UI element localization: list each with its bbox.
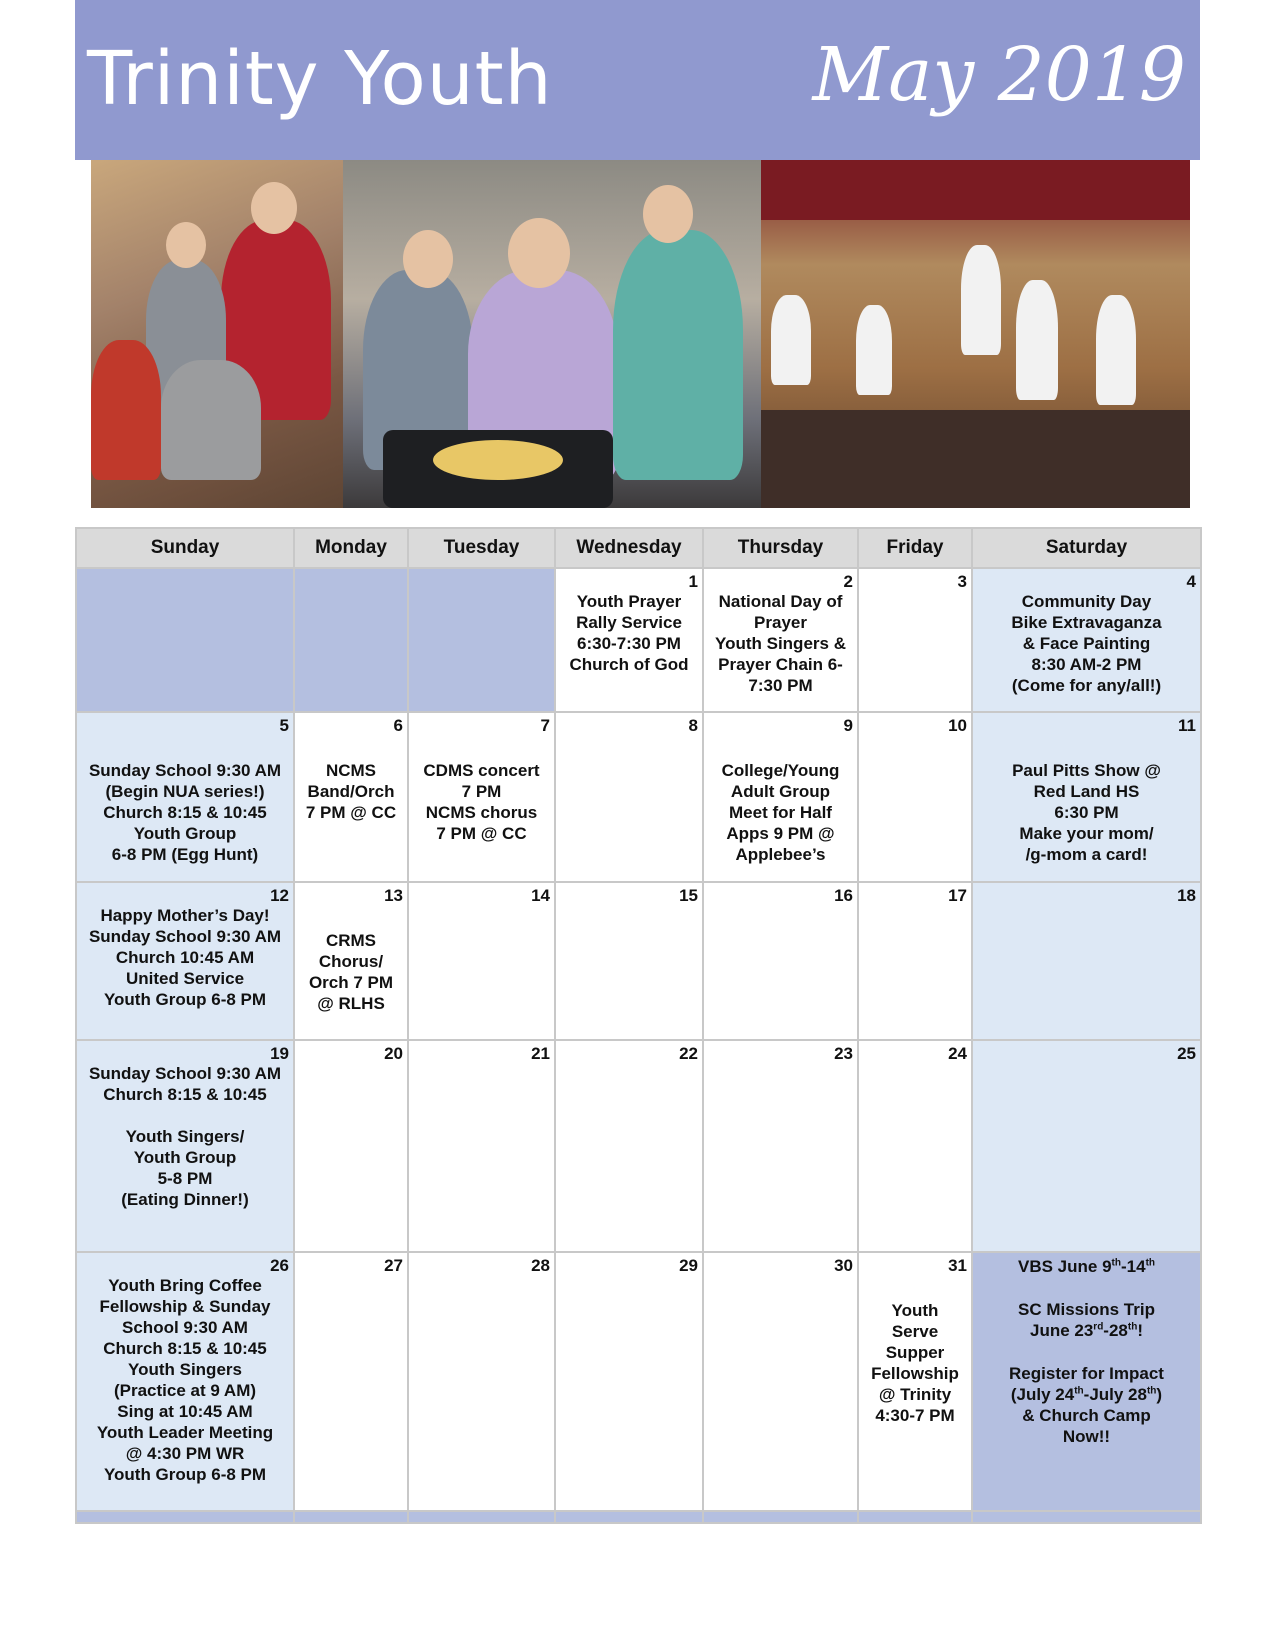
day-cell-4 xyxy=(972,568,1201,712)
day-cell-24 xyxy=(858,1040,972,1252)
note-text: & Church Camp xyxy=(1022,1406,1151,1425)
weekday-wednesday: Wednesday xyxy=(555,528,703,568)
figure xyxy=(1096,295,1136,405)
day-cell-10 xyxy=(858,712,972,882)
day-number: 8 xyxy=(688,716,698,735)
week-row-3 xyxy=(76,882,1201,1040)
day-cell-14 xyxy=(408,882,555,1040)
day-cell-23 xyxy=(703,1040,858,1252)
note-sup: th xyxy=(1111,1257,1121,1269)
note-sup: th xyxy=(1074,1385,1084,1397)
day-number: 24 xyxy=(948,1044,967,1063)
day-number: 29 xyxy=(679,1256,698,1275)
photo-liturgical-dance xyxy=(761,160,1190,508)
day-cell-9 xyxy=(703,712,858,882)
note-sup: th xyxy=(1145,1257,1156,1269)
weekday-thursday: Thursday xyxy=(703,528,858,568)
figure xyxy=(1016,280,1058,400)
day-number: 11 xyxy=(1178,716,1196,735)
day-cell-27 xyxy=(294,1252,408,1511)
note-text: ) xyxy=(1156,1385,1163,1404)
sc-missions-note xyxy=(977,1299,1196,1341)
day-number: 3 xyxy=(957,572,967,591)
day-events: Youth Prayer Rally Service 6:30-7:30 PM Church of God xyxy=(569,592,689,674)
note-text: Now!! xyxy=(1062,1427,1111,1446)
note-text: -28 xyxy=(1103,1321,1128,1340)
weekday-friday: Friday xyxy=(858,528,972,568)
day-number: 16 xyxy=(834,886,853,905)
day-events: Happy Mother’s Day! Sunday School 9:30 AM Church 10:45 AM United Service Youth Group 6-8 PM xyxy=(88,906,282,1009)
empty-day-cell xyxy=(408,568,555,712)
empty-day-cell xyxy=(858,1511,972,1523)
weekday-saturday: Saturday xyxy=(972,528,1201,568)
day-events: CRMS Chorus/ Orch 7 PM @ RLHS xyxy=(308,931,394,1013)
figure xyxy=(613,230,743,480)
figure xyxy=(961,245,1001,355)
day-cell-22 xyxy=(555,1040,703,1252)
day-cell-26 xyxy=(76,1252,294,1511)
day-cell-12 xyxy=(76,882,294,1040)
page-title: Trinity Youth xyxy=(87,36,553,122)
day-cell-21 xyxy=(408,1040,555,1252)
day-cell-19 xyxy=(76,1040,294,1252)
day-events: CDMS concert 7 PM NCMS chorus 7 PM @ CC xyxy=(423,761,540,843)
month-title: May 2019 xyxy=(812,32,1186,118)
day-cell-30 xyxy=(703,1252,858,1511)
figure xyxy=(91,340,161,480)
day-number: 17 xyxy=(948,886,967,905)
note-text: June 23 xyxy=(1029,1321,1094,1340)
audience xyxy=(761,410,1190,508)
day-number: 2 xyxy=(843,572,853,591)
day-cell-8 xyxy=(555,712,703,882)
note-text: -14 xyxy=(1120,1257,1146,1276)
empty-day-cell xyxy=(555,1511,703,1523)
note-sup: th xyxy=(1146,1385,1157,1397)
day-events: National Day of Prayer Youth Singers & Prayer Chain 6- 7:30 PM xyxy=(715,592,846,695)
weekday-tuesday: Tuesday xyxy=(408,528,555,568)
spaghetti xyxy=(433,440,563,480)
day-number: 9 xyxy=(843,716,853,735)
notes-cell xyxy=(972,1252,1201,1511)
week-row-1 xyxy=(76,568,1201,712)
week-row-5 xyxy=(76,1252,1201,1511)
day-number: 28 xyxy=(531,1256,550,1275)
day-cell-3 xyxy=(858,568,972,712)
week-row-2 xyxy=(76,712,1201,882)
figure-head xyxy=(403,230,453,288)
day-number: 27 xyxy=(384,1256,403,1275)
note-text: (July 24 xyxy=(1010,1385,1075,1404)
day-number: 20 xyxy=(384,1044,403,1063)
day-number: 6 xyxy=(393,716,403,735)
day-number: 30 xyxy=(834,1256,853,1275)
empty-day-cell xyxy=(294,568,408,712)
day-number: 4 xyxy=(1186,572,1196,591)
figure-head xyxy=(643,185,693,243)
day-number: 15 xyxy=(679,886,698,905)
day-cell-16 xyxy=(703,882,858,1040)
figure xyxy=(161,360,261,480)
day-events: Youth Bring Coffee Fellowship & Sunday School 9:30 AM Church 8:15 & 10:45 Youth Singers (Practice at 9 AM) Sing at 10:45 AM Youth Leader Meeting @ 4:30 PM WR Youth Group 6-8 PM xyxy=(96,1276,274,1484)
photo-spaghetti-cooking xyxy=(343,160,761,508)
weekday-monday: Monday xyxy=(294,528,408,568)
impact-note xyxy=(977,1363,1196,1447)
day-number: 10 xyxy=(948,716,967,735)
day-number: 19 xyxy=(270,1044,289,1063)
empty-day-cell xyxy=(408,1511,555,1523)
day-number: 21 xyxy=(531,1044,550,1063)
day-cell-20 xyxy=(294,1040,408,1252)
day-cell-11 xyxy=(972,712,1201,882)
day-events: Youth Serve Supper Fellowship @ Trinity 4:30-7 PM xyxy=(871,1301,959,1425)
figure xyxy=(771,295,811,385)
day-events: Paul Pitts Show @ Red Land HS 6:30 PM Make your mom/ /g-mom a card! xyxy=(1012,761,1161,864)
empty-day-cell xyxy=(703,1511,858,1523)
day-events: Sunday School 9:30 AM Church 8:15 & 10:45 Youth Singers/ Youth Group 5-8 PM (Eating Dinner!) xyxy=(88,1064,282,1209)
empty-day-cell xyxy=(294,1511,408,1523)
day-cell-31 xyxy=(858,1252,972,1511)
day-cell-6 xyxy=(294,712,408,882)
figure xyxy=(856,305,892,395)
empty-day-cell xyxy=(972,1511,1201,1523)
day-number: 18 xyxy=(1177,886,1196,905)
photo-youth-reading xyxy=(91,160,343,508)
day-number: 5 xyxy=(279,716,289,735)
header-banner xyxy=(75,0,1200,160)
note-text: ! xyxy=(1137,1321,1143,1340)
figure-head xyxy=(508,218,570,288)
day-cell-13 xyxy=(294,882,408,1040)
photo-strip xyxy=(91,160,1190,508)
week-row-6 xyxy=(76,1511,1201,1523)
calendar-grid xyxy=(75,527,1202,1524)
note-text: VBS June 9 xyxy=(1017,1257,1112,1276)
day-number: 14 xyxy=(531,886,550,905)
day-number: 13 xyxy=(384,886,403,905)
day-cell-28 xyxy=(408,1252,555,1511)
figure-head xyxy=(166,222,206,268)
day-cell-2 xyxy=(703,568,858,712)
note-text: -July 28 xyxy=(1083,1385,1147,1404)
day-cell-1 xyxy=(555,568,703,712)
day-events: NCMS Band/Orch 7 PM @ CC xyxy=(305,761,397,822)
day-number: 12 xyxy=(270,886,289,905)
day-number: 1 xyxy=(688,572,698,591)
empty-day-cell xyxy=(76,568,294,712)
day-events: Community Day Bike Extravaganza & Face Painting 8:30 AM-2 PM (Come for any/all!) xyxy=(1011,592,1162,695)
day-number: 23 xyxy=(834,1044,853,1063)
vbs-note xyxy=(977,1256,1196,1277)
day-cell-25 xyxy=(972,1040,1201,1252)
curtain xyxy=(761,160,1190,220)
day-cell-17 xyxy=(858,882,972,1040)
weekday-header-row xyxy=(76,528,1201,568)
day-number: 7 xyxy=(540,716,550,735)
day-cell-7 xyxy=(408,712,555,882)
empty-day-cell xyxy=(76,1511,294,1523)
day-events: College/Young Adult Group Meet for Half Apps 9 PM @ Applebee’s xyxy=(721,761,840,864)
week-row-4 xyxy=(76,1040,1201,1252)
day-number: 26 xyxy=(270,1256,289,1275)
day-cell-29 xyxy=(555,1252,703,1511)
day-cell-15 xyxy=(555,882,703,1040)
day-number: 31 xyxy=(948,1256,967,1275)
day-cell-18 xyxy=(972,882,1201,1040)
day-events: Sunday School 9:30 AM (Begin NUA series!) Church 8:15 & 10:45 Youth Group 6-8 PM (Egg Hunt) xyxy=(88,761,282,864)
note-text: SC Missions Trip xyxy=(1018,1300,1155,1319)
note-sup: th xyxy=(1127,1321,1138,1333)
figure-head xyxy=(251,182,297,234)
day-number: 25 xyxy=(1177,1044,1196,1063)
day-cell-5 xyxy=(76,712,294,882)
weekday-sunday: Sunday xyxy=(76,528,294,568)
day-number: 22 xyxy=(679,1044,698,1063)
note-text: Register for Impact xyxy=(1009,1364,1164,1383)
note-sup: rd xyxy=(1093,1321,1104,1333)
